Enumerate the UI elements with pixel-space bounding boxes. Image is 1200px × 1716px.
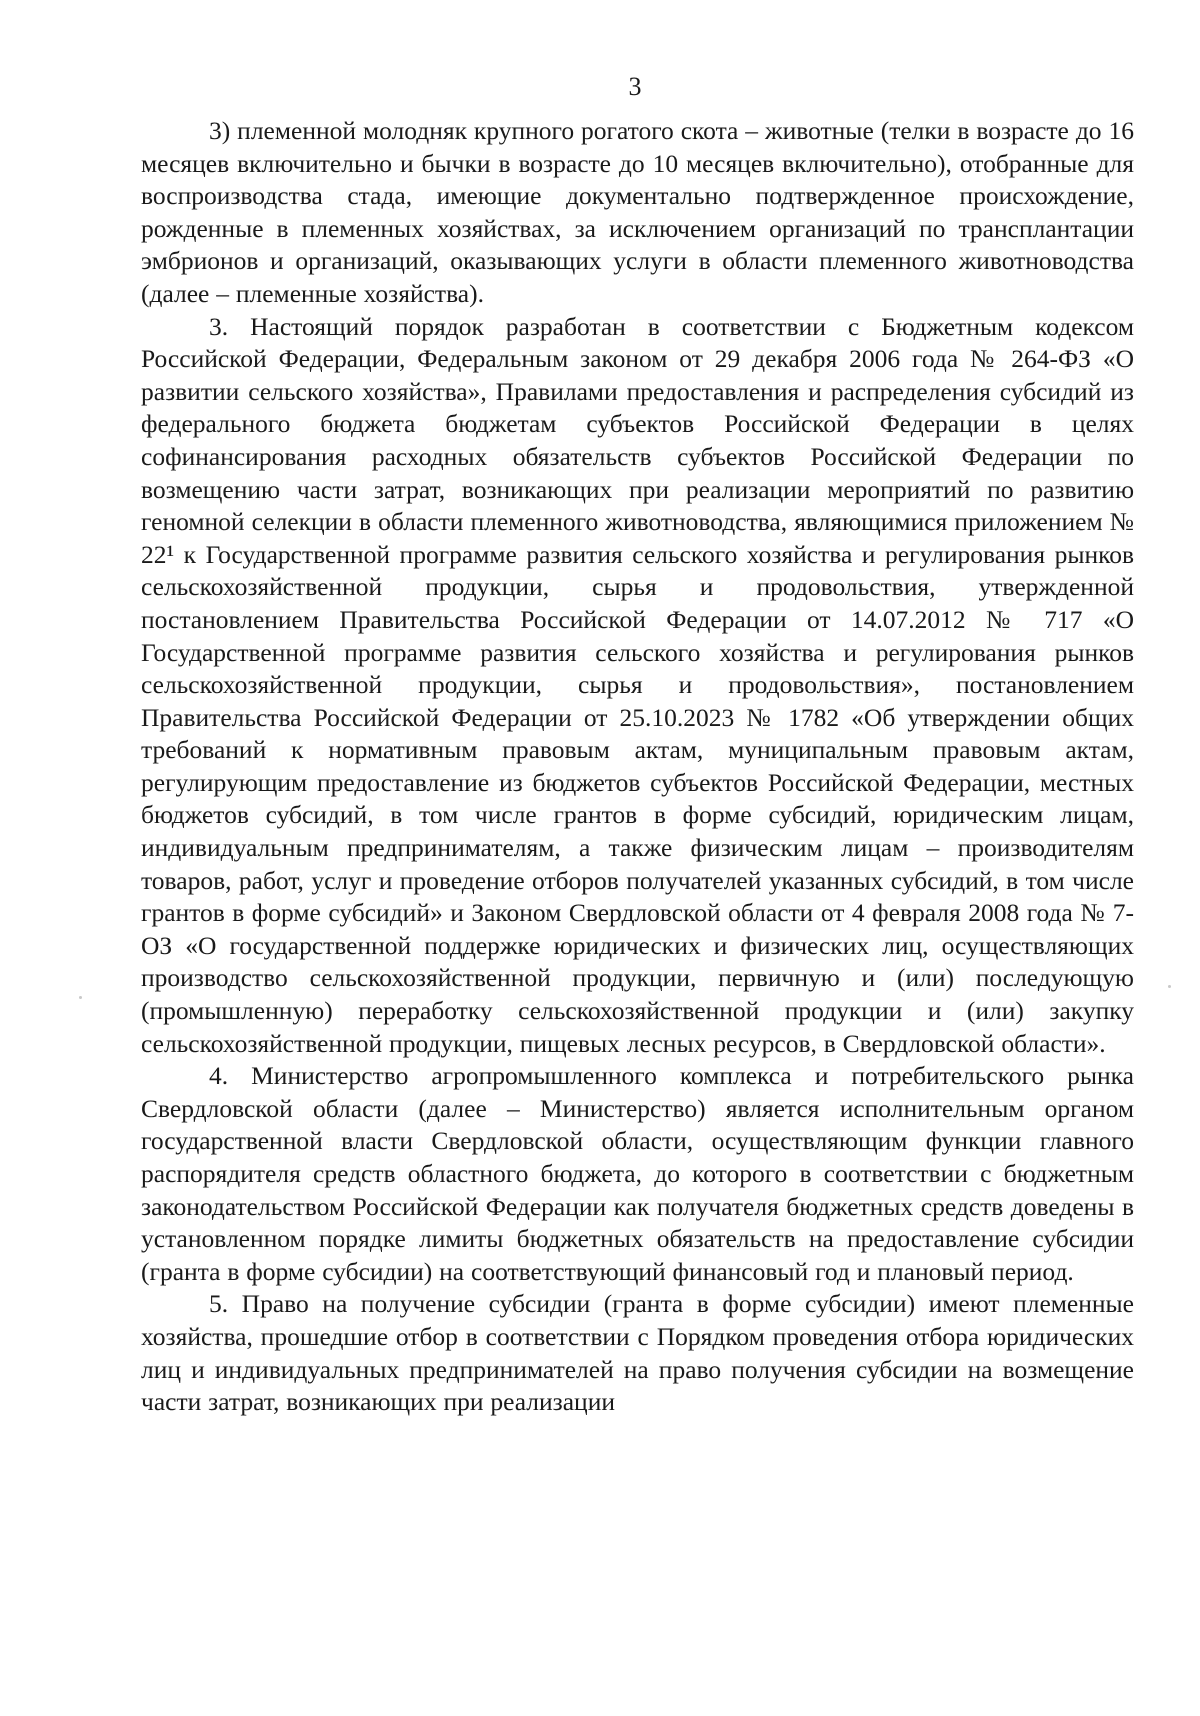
paragraph-3-legal-basis: 3. Настоящий порядок разработан в соответствии с Бюджетным кодексом Российской Федерации, Федеральным законом от 29 декабря 2006 года № 264-ФЗ «О развитии сельского хозяйства», Правилами предоставления и распределения субсидий из федерального бюджета бюджетам субъектов Российской Федерации в целях софинансирования расходных обязательств субъектов Российской Федерации по возмещению части затрат, возникающих при реализации мероприятий по развитию геномной селекции в области племенного животноводства, являющимися приложением № 22¹ к Государственной программе развития сельского хозяйства и регулирования рынков сельскохозяйственной продукции, сырья и продовольствия, утвержденной постановлением Правительства Российской Федерации от 14.07.2012 № 717 «О Государственной программе развития сельского хозяйства и регулирования рынков сельскохозяйственной продукции, сырья и продовольствия», постановлением Правительства Российской Федерации от 25.10.2023 № 1782 «Об утверждении общих требований к нормативным правовым актам, муниципальным правовым актам, регулирующим предоставление из бюджетов субъектов Российской Федерации, местных бюджетов субсидий, в том числе грантов в форме субсидий, юридическим лицам, индивидуальным предпринимателям, а также физическим лицам – производителям товаров, работ, услуг и проведение отборов получателей указанных субсидий, в том числе грантов в форме субсидий» и Законом Свердловской области от 4 февраля 2008 года № 7-ОЗ «О государственной поддержке юридических и физических лиц, осуществляющих производство сельскохозяйственной продукции, первичную и (или) последующую (промышленную) переработку сельскохозяйственной продукции и (или) закупку сельскохозяйственной продукции, пищевых лесных ресурсов, в Свердловской области». xyxy=(141,311,1134,1058)
paragraph-item-3-breeding-young-stock: 3) племенной молодняк крупного рогатого скота – животные (телки в возрасте до 16 месяцев включительно и бычки в возрасте до 10 месяцев включительно), отобранные для воспроизводства стада, имеющие документально подтвержденное происхождение, рожденные в племенных хозяйствах, за исключением организаций по трансплантации эмбрионов и организаций, оказывающих услуги в области племенного животноводства (далее – племенные хозяйства). xyxy=(141,116,1134,308)
paragraph-4-ministry: 4. Министерство агропромышленного комплекса и потребительского рынка Свердловской области (далее – Министерство) является исполнительным органом государственной власти Свердловской области, осуществляющим функции главного распорядителя средств областного бюджета, до которого в соответствии с бюджетным законодательством Российской Федерации как получателя бюджетных средств доведены в установленном порядке лимиты бюджетных обязательств на предоставление субсидии (гранта в форме субсидии) на соответствующий финансовый год и плановый период. xyxy=(141,1061,1134,1286)
page-number: 3 xyxy=(628,72,642,101)
paragraph-5-right-to-subsidy: 5. Право на получение субсидии (гранта в форме субсидии) имеют племенные хозяйства, прошедшие отбор в соответствии с Порядком проведения отбора юридических лиц и индивидуальных предпринимателей на право получения субсидии на возмещение части затрат, возникающих при реализации xyxy=(141,1289,1134,1417)
scan-speck-right xyxy=(1168,985,1171,988)
document-body xyxy=(141,115,1134,1419)
scan-speck-left xyxy=(79,996,82,999)
